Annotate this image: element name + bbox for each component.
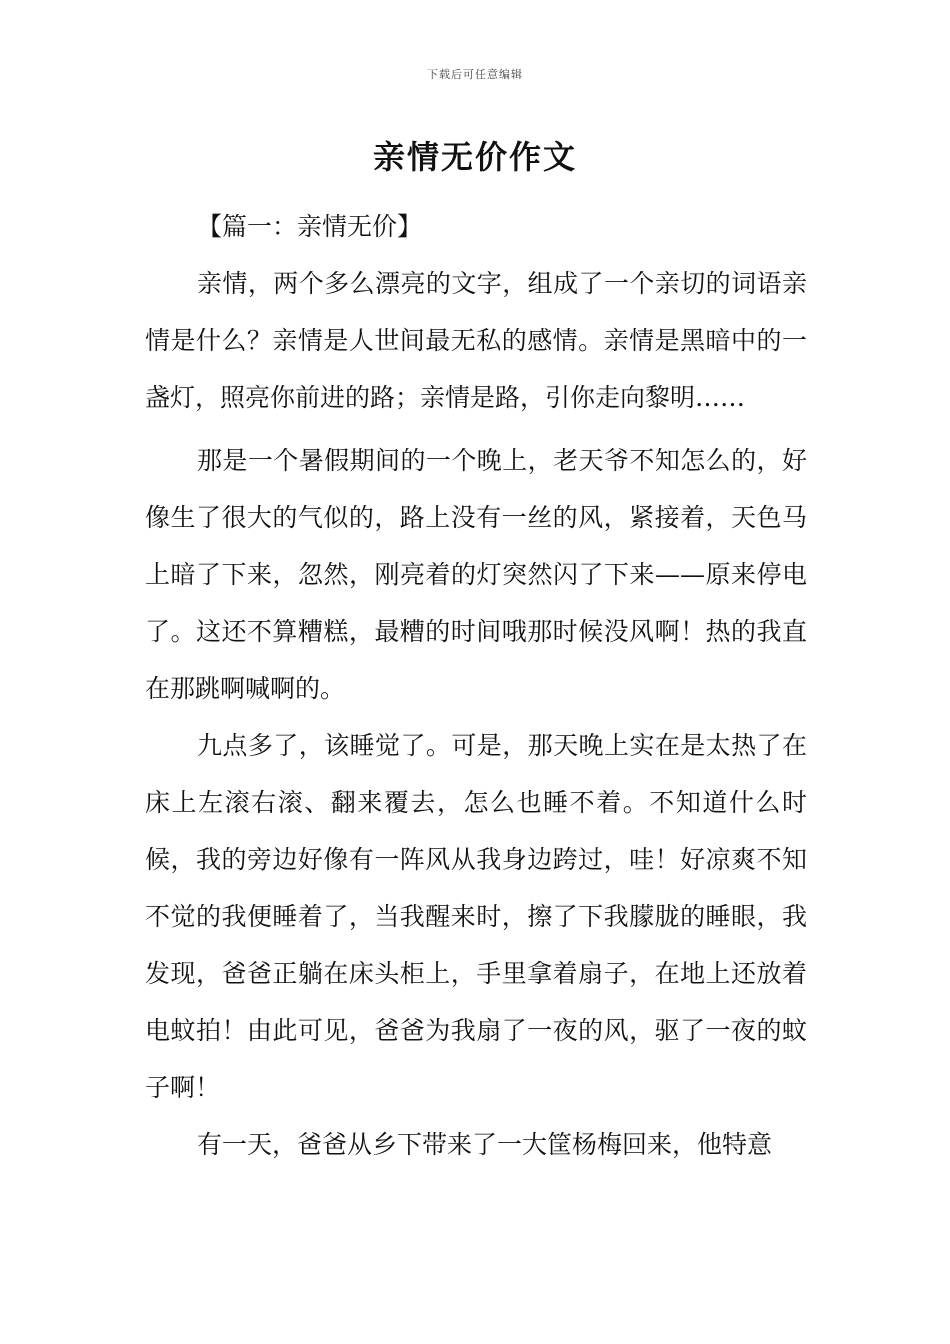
document-body [145, 198, 807, 1173]
paragraph-4: 有一天，爸爸从乡下带来了一大筐杨梅回来，他特意 [197, 1130, 773, 1159]
section-heading: 【篇一：亲情无价】 [197, 212, 423, 241]
paragraph-1: 亲情，两个多么漂亮的文字，组成了一个亲切的词语亲情是什么？亲情是人世间最无私的感情。亲情是黑暗中的一盏灯，照亮你前进的路；亲情是路，引你走向黎明…… [145, 269, 807, 412]
document-title: 亲情无价作文 [372, 138, 577, 176]
paragraph-2: 那是一个暑假期间的一个晚上，老天爷不知怎么的，好像生了很大的气似的，路上没有一丝的风，紧接着，天色马上暗了下来，忽然，刚亮着的灯突然闪了下来——原来停电了。这还不算糟糕，最糟的时间哦那时候没风啊！热的我直在那跳啊喊啊的。 [145, 446, 807, 703]
paragraph-3: 九点多了，该睡觉了。可是，那天晚上实在是太热了在床上左滚右滚、翻来覆去，怎么也睡不着。不知道什么时候，我的旁边好像有一阵风从我身边跨过，哇！好凉爽不知不觉的我便睡着了，当我醒来时，擦了下我朦胧的睡眼，我发现，爸爸正躺在床头柜上，手里拿着扇子，在地上还放着电蚊拍！由此可见，爸爸为我扇了一夜的风，驱了一夜的蚊子啊！ [145, 731, 807, 1102]
header-note: 下载后可任意编辑 [427, 68, 523, 81]
